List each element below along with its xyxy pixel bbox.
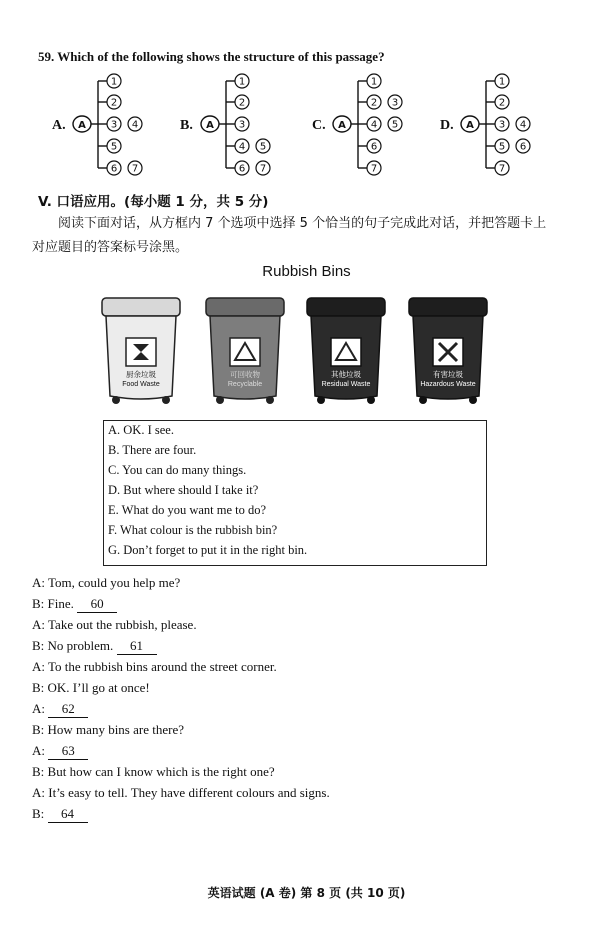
dialogue-line: A: Tom, could you help me? [32, 575, 181, 590]
choice-a: A. OK. I see. [108, 423, 174, 437]
paragraph-node-label: 2 [498, 97, 506, 109]
choice-d: D. But where should I take it? [108, 483, 259, 497]
paragraph-node-label: 5 [110, 141, 118, 153]
paragraph-node-label: 1 [498, 76, 506, 88]
paragraph-node-label: 7 [370, 163, 378, 175]
question-59: 59. Which of the following shows the structure of this passage? [38, 49, 385, 64]
paragraph-node-label: 2 [370, 97, 378, 109]
bin-label-cn: 可回收物 [230, 370, 260, 379]
bin-label-en: Hazardous Waste [420, 381, 476, 388]
paragraph-node-label: 6 [519, 141, 527, 153]
paragraph-node-label: 5 [259, 141, 267, 153]
choice-g: G. Don’t forget to put it in the right bin. [108, 543, 308, 557]
paragraph-node-label: 5 [391, 119, 399, 131]
paragraph-node-label: 1 [238, 76, 246, 88]
paragraph-node-label: 4 [131, 119, 139, 131]
choice-c: C. You can do many things. [108, 463, 247, 477]
dialogue-line: B: 64 [32, 806, 88, 823]
answer-blank[interactable]: 63 [48, 743, 88, 760]
bin-food-waste [100, 296, 182, 406]
dialogue-line: A: To the rubbish bins around the street corner. [32, 659, 277, 674]
bin-hazardous-waste [407, 296, 489, 406]
root-node-label: A [338, 120, 346, 131]
instruction-line-1: 阅读下面对话，从方框内 7 个选项中选择 5 个恰当的句子完成此对话，并把答题卡上 [58, 216, 547, 231]
bin-label-en: Food Waste [122, 381, 160, 388]
page-footer: 英语试题 (A 卷) 第 8 页 (共 10 页) [207, 886, 406, 900]
paragraph-node-label: 3 [110, 119, 118, 131]
paragraph-node-label: 1 [110, 76, 118, 88]
choice-e: E. What do you want me to do? [108, 503, 267, 517]
paragraph-node-label: 3 [238, 119, 246, 131]
bin-label-en: Residual Waste [321, 381, 371, 388]
dialogue-line: A: 63 [32, 743, 88, 760]
bin-residual-waste [305, 296, 387, 406]
paragraph-node-label: 7 [259, 163, 267, 175]
bin-hazardous-waste-graphic [407, 296, 489, 406]
option-letter: B. [180, 118, 193, 133]
choices-box [103, 420, 487, 566]
rubbish-bins-title: Rubbish Bins [262, 263, 351, 280]
paragraph-node-label: 6 [238, 163, 246, 175]
choice-b: B. There are four. [108, 443, 197, 457]
paragraph-node-label: 7 [131, 163, 139, 175]
answer-blank[interactable]: 60 [77, 596, 117, 613]
paragraph-node-label: 2 [110, 97, 118, 109]
answer-blank[interactable]: 64 [48, 806, 88, 823]
dialogue-line: A: It’s easy to tell. They have different colours and signs. [32, 785, 330, 800]
paragraph-node-label: 4 [370, 119, 378, 131]
paragraph-node-label: 4 [238, 141, 246, 153]
bin-recyclable-graphic [204, 296, 286, 406]
paragraph-node-label: 7 [498, 163, 506, 175]
dialogue-line: A: Take out the rubbish, please. [32, 617, 197, 632]
choice-f: F. What colour is the rubbish bin? [108, 523, 278, 537]
paragraph-node-label: 5 [498, 141, 506, 153]
dialogue-line: B: OK. I’ll go at once! [32, 680, 150, 695]
option-letter: A. [52, 118, 66, 133]
paragraph-node-label: 1 [370, 76, 378, 88]
option-letter: D. [440, 118, 454, 133]
paragraph-node-label: 2 [238, 97, 246, 109]
bin-label-cn: 有害垃圾 [433, 370, 463, 379]
section-title: V. 口语应用。(每小题 1 分，共 5 分) [38, 194, 269, 210]
bin-label-en: Recyclable [227, 381, 263, 388]
instruction-line-2: 对应题目的答案标号涂黑。 [32, 240, 189, 255]
paragraph-node-label: 6 [370, 141, 378, 153]
dialogue-line: B: But how can I know which is the right one? [32, 764, 275, 779]
answer-blank[interactable]: 61 [117, 638, 157, 655]
structure-options [0, 0, 613, 190]
paragraph-node-label: 3 [391, 97, 399, 109]
bin-food-waste-graphic [100, 296, 182, 406]
bin-label-cn: 其他垃圾 [331, 370, 361, 379]
root-node-label: A [206, 120, 214, 131]
structure-diagrams [0, 0, 613, 190]
dialogue-line: A: 62 [32, 701, 88, 718]
bin-label-cn: 厨余垃圾 [126, 370, 156, 379]
dialogue-line: B: How many bins are there? [32, 722, 184, 737]
paragraph-node-label: 3 [498, 119, 506, 131]
dialogue-line: B: No problem. 61 [32, 638, 157, 655]
paragraph-node-label: 6 [110, 163, 118, 175]
paragraph-node-label: 4 [519, 119, 527, 131]
answer-blank[interactable]: 62 [48, 701, 88, 718]
root-node-label: A [78, 120, 86, 131]
option-letter: C. [312, 118, 326, 133]
dialogue-line: B: Fine. 60 [32, 596, 117, 613]
bin-recyclable [204, 296, 286, 406]
bin-residual-waste-graphic [305, 296, 387, 406]
root-node-label: A [466, 120, 474, 131]
